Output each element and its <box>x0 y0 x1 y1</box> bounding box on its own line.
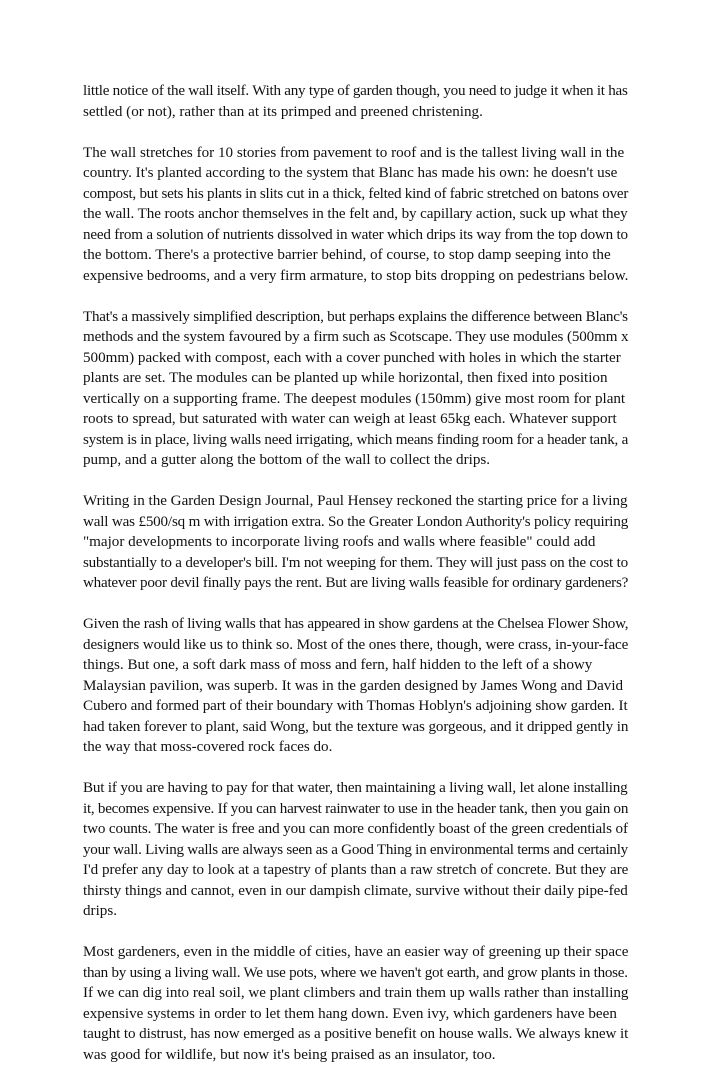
text-line: Writing in the Garden Design Journal, Paul Hensey reckoned the starting price for a living <box>83 493 628 509</box>
text-line: compost, but sets his plants in slits cut in a thick, felted kind of fabric stretched on batons over <box>83 185 629 202</box>
text-line: it, becomes expensive. If you can harvest rainwater to use in the header tank, then you gain on <box>83 800 629 817</box>
text-line: your wall. Living walls are always seen as a Good Thing in environmental terms and certainly <box>83 841 628 858</box>
text-line: settled (or not), rather than at its primped and preened christening. <box>83 103 483 120</box>
text-line: pump, and a gutter along the bottom of the wall to collect the drips. <box>83 452 491 468</box>
text-line: was good for wildlife, but now it's being praised as an insulator, too. <box>83 1046 496 1063</box>
text-line: "major developments to incorporate living roofs and walls where feasible" could add <box>83 534 596 550</box>
text-line: thirsty things and cannot, even in our dampish climate, survive without their daily pipe-fed <box>83 882 628 899</box>
text-line: Given the rash of living walls that has appeared in show gardens at the Chelsea Flower Show, <box>83 616 629 632</box>
paragraph <box>83 778 628 922</box>
text-line: That's a massively simplified description, but perhaps explains the difference between Blanc's <box>83 308 628 325</box>
document-page <box>83 81 628 1086</box>
text-line: taught to distrust, has now emerged as a positive benefit on house walls. We always knew it <box>83 1026 629 1042</box>
text-line: plants are set. The modules can be planted up while horizontal, then fixed into position <box>83 370 608 386</box>
text-line: Cubero and formed part of their boundary with Thomas Hoblyn's adjoining show garden. It <box>83 698 628 714</box>
paragraph <box>83 614 628 758</box>
text-line: expensive systems in order to let them hang down. Even ivy, which gardeners have been <box>83 1005 617 1022</box>
paragraph <box>83 942 628 1065</box>
text-line: methods and the system favoured by a firm such as Scotscape. They use modules (500mm x <box>83 329 629 345</box>
text-line: the way that moss-covered rock faces do. <box>83 739 333 755</box>
text-line: country. It's planted according to the system that Blanc has made his own: he doesn't use <box>83 165 618 181</box>
text-line: two counts. The water is free and you can more confidently boast of the green credentials of <box>83 821 628 837</box>
paragraph <box>83 81 628 122</box>
text-line: system is in place, living walls need irrigating, which means finding room for a header tank, a <box>83 431 629 448</box>
text-line: wall was £500/sq m with irrigation extra. So the Greater London Authority's policy requiring <box>83 513 629 530</box>
text-line: drips. <box>83 903 117 919</box>
text-line: The wall stretches for 10 stories from pavement to roof and is the tallest living wall in the <box>83 144 625 161</box>
text-line: 500mm) packed with compost, each with a cover punched with holes in which the starter <box>83 349 621 366</box>
text-line: the bottom. There's a protective barrier behind, of course, to stop damp seeping into the <box>83 247 611 263</box>
text-line: substantially to a developer's bill. I'm not weeping for them. They will just pass on the cost to <box>83 554 628 571</box>
paragraph <box>83 307 628 471</box>
text-line: had taken forever to plant, said Wong, but the texture was gorgeous, and it dripped gently in <box>83 718 629 735</box>
text-line: things. But one, a soft dark mass of moss and fern, half hidden to the left of a showy <box>83 657 593 673</box>
text-line: little notice of the wall itself. With any type of garden though, you need to judge it when it has <box>83 83 628 99</box>
text-line: need from a solution of nutrients dissolved in water which drips its way from the top down to <box>83 226 628 243</box>
text-line: Malaysian pavilion, was superb. It was in the garden designed by James Wong and David <box>83 677 624 694</box>
text-line: than by using a living wall. We use pots, where we haven't got earth, and grow plants in those. <box>83 964 628 981</box>
text-line: whatever poor devil finally pays the rent. But are living walls feasible for ordinary gardeners? <box>83 575 629 591</box>
paragraph <box>83 143 628 287</box>
text-line: expensive bedrooms, and a very firm armature, to stop bits dropping on pedestrians below. <box>83 267 629 284</box>
text-line: Most gardeners, even in the middle of cities, have an easier way of greening up their space <box>83 944 629 960</box>
text-line: But if you are having to pay for that water, then maintaining a living wall, let alone installing <box>83 780 628 796</box>
text-line: roots to spread, but saturated with water can weigh at least 65kg each. Whatever support <box>83 411 617 427</box>
paragraph <box>83 491 628 594</box>
text-line: designers would like us to think so. Most of the ones there, though, were crass, in-your-face <box>83 636 629 653</box>
text-line: vertically on a supporting frame. The deepest modules (150mm) give most room for plant <box>83 390 626 407</box>
text-line: If we can dig into real soil, we plant climbers and train them up walls rather than installing <box>83 985 629 1001</box>
text-line: the wall. The roots anchor themselves in the felt and, by capillary action, suck up what they <box>83 206 628 222</box>
text-line: I'd prefer any day to look at a tapestry of plants than a raw stretch of concrete. But they are <box>83 862 629 878</box>
